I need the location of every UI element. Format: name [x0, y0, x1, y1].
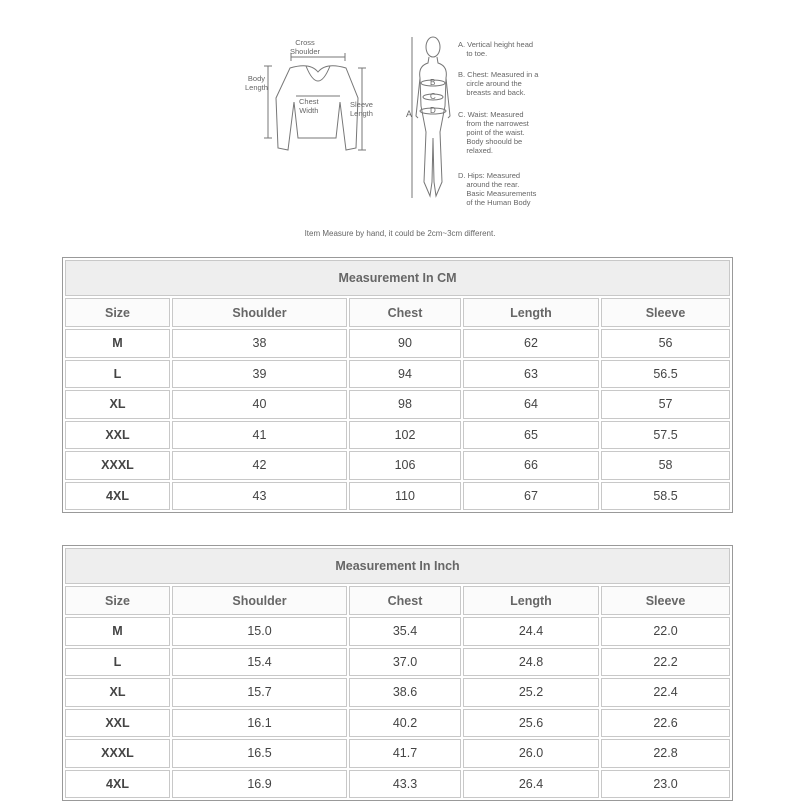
cm-header-size: Size: [65, 298, 170, 327]
length-cell: 24.8: [463, 648, 599, 677]
shoulder-cell: 15.4: [172, 648, 347, 677]
marker-d: D: [430, 106, 436, 115]
table-row: [65, 709, 730, 738]
legend-d: D. Hips: Measured around the rear. Basic Measurements of the Human Body: [458, 171, 537, 207]
length-cell: 25.2: [463, 678, 599, 707]
cm-header-chest: Chest: [349, 298, 461, 327]
sleeve-cell: 57: [601, 390, 730, 419]
table-row: [65, 329, 730, 358]
length-cell: 64: [463, 390, 599, 419]
size-cell: L: [65, 360, 170, 389]
length-cell: 62: [463, 329, 599, 358]
length-cell: 25.6: [463, 709, 599, 738]
table-row: [65, 739, 730, 768]
body-length-label: Body Length: [245, 74, 268, 92]
chest-cell: 90: [349, 329, 461, 358]
table-row: [65, 360, 730, 389]
shoulder-cell: 39: [172, 360, 347, 389]
legend-c: C. Waist: Measured from the narrowest point of the waist. Body shoould be relaxed.: [458, 110, 529, 155]
shoulder-cell: 40: [172, 390, 347, 419]
table-row: [65, 617, 730, 646]
chest-cell: 43.3: [349, 770, 461, 799]
cm-header-sleeve: Sleeve: [601, 298, 730, 327]
inch-header-row: [65, 586, 730, 615]
legend-a: A. Vertical height head to toe.: [458, 40, 534, 58]
cm-header-shoulder: Shoulder: [172, 298, 347, 327]
size-cell: L: [65, 648, 170, 677]
size-cell: M: [65, 617, 170, 646]
sleeve-cell: 22.2: [601, 648, 730, 677]
measurement-illustration: [0, 0, 800, 250]
chest-cell: 94: [349, 360, 461, 389]
shoulder-cell: 41: [172, 421, 347, 450]
length-cell: 26.4: [463, 770, 599, 799]
size-cell: XXL: [65, 709, 170, 738]
shoulder-cell: 16.9: [172, 770, 347, 799]
table-row: [65, 678, 730, 707]
sleeve-cell: 23.0: [601, 770, 730, 799]
size-cell: XXXL: [65, 451, 170, 480]
chest-cell: 40.2: [349, 709, 461, 738]
inch-table-title: Measurement In Inch: [65, 548, 730, 584]
chest-cell: 102: [349, 421, 461, 450]
table-row: [65, 770, 730, 799]
marker-b: B: [430, 78, 436, 87]
table-row: [65, 451, 730, 480]
inch-header-sleeve: Sleeve: [601, 586, 730, 615]
chest-cell: 110: [349, 482, 461, 511]
sleeve-cell: 22.8: [601, 739, 730, 768]
sleeve-length-label: Sleeve Length: [350, 100, 373, 118]
cm-size-table: [62, 257, 733, 513]
sleeve-cell: 58.5: [601, 482, 730, 511]
cm-header-row: [65, 298, 730, 327]
size-cell: XXL: [65, 421, 170, 450]
marker-a: A: [406, 109, 413, 119]
measure-note: Item Measure by hand, it could be 2cm~3cm different.: [304, 229, 496, 238]
length-cell: 26.0: [463, 739, 599, 768]
shoulder-cell: 16.5: [172, 739, 347, 768]
chest-cell: 35.4: [349, 617, 461, 646]
size-cell: M: [65, 329, 170, 358]
table-row: [65, 482, 730, 511]
legend-b: B. Chest: Measured in a circle around the breasts and back.: [458, 70, 539, 97]
chest-cell: 38.6: [349, 678, 461, 707]
chest-cell: 41.7: [349, 739, 461, 768]
sleeve-cell: 57.5: [601, 421, 730, 450]
length-cell: 63: [463, 360, 599, 389]
marker-c: C: [430, 92, 436, 101]
sleeve-cell: 22.0: [601, 617, 730, 646]
inch-header-size: Size: [65, 586, 170, 615]
length-cell: 24.4: [463, 617, 599, 646]
chest-cell: 37.0: [349, 648, 461, 677]
table-row: [65, 390, 730, 419]
length-cell: 67: [463, 482, 599, 511]
inch-size-table: [62, 545, 733, 801]
shoulder-cell: 43: [172, 482, 347, 511]
inch-header-shoulder: Shoulder: [172, 586, 347, 615]
size-cell: 4XL: [65, 482, 170, 511]
chest-width-label: Chest Width: [299, 97, 319, 115]
table-row: [65, 421, 730, 450]
sleeve-cell: 58: [601, 451, 730, 480]
length-cell: 65: [463, 421, 599, 450]
shoulder-cell: 15.0: [172, 617, 347, 646]
size-cell: 4XL: [65, 770, 170, 799]
sleeve-cell: 22.4: [601, 678, 730, 707]
shoulder-cell: 16.1: [172, 709, 347, 738]
cm-table-title: Measurement In CM: [65, 260, 730, 296]
cm-header-length: Length: [463, 298, 599, 327]
size-cell: XXXL: [65, 739, 170, 768]
sleeve-cell: 56.5: [601, 360, 730, 389]
shoulder-cell: 42: [172, 451, 347, 480]
size-cell: XL: [65, 678, 170, 707]
measurement-diagram: [0, 0, 800, 250]
shoulder-cell: 15.7: [172, 678, 347, 707]
inch-header-chest: Chest: [349, 586, 461, 615]
size-cell: XL: [65, 390, 170, 419]
inch-header-length: Length: [463, 586, 599, 615]
sleeve-cell: 22.6: [601, 709, 730, 738]
cross-shoulder-label: Cross Shoulder: [290, 38, 321, 56]
sleeve-cell: 56: [601, 329, 730, 358]
table-row: [65, 648, 730, 677]
length-cell: 66: [463, 451, 599, 480]
chest-cell: 98: [349, 390, 461, 419]
chest-cell: 106: [349, 451, 461, 480]
shoulder-cell: 38: [172, 329, 347, 358]
